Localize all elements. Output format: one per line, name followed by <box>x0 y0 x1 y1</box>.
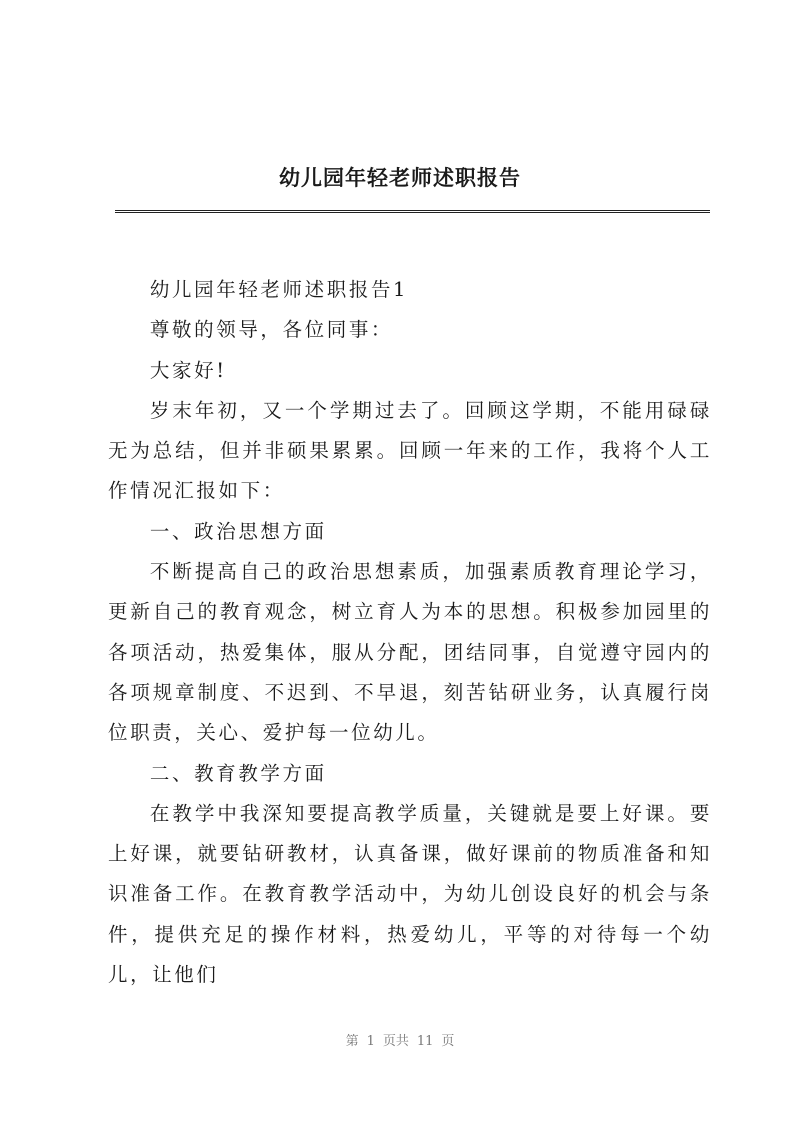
footer-current-page: 1 <box>366 1034 375 1049</box>
paragraph-intro: 岁末年初，又一个学期过去了。回顾这学期，不能用碌碌无为总结，但并非硕果累累。回顾一年来的工作，我将个人工作情况汇报如下： <box>108 398 712 503</box>
page-footer <box>0 1030 800 1049</box>
section-heading-politics: 一、政治思想方面 <box>149 519 327 543</box>
footer-total-pages: 11 <box>416 1034 434 1049</box>
footer-prefix: 第 <box>345 1034 359 1049</box>
document-body <box>108 270 712 995</box>
section-heading-teaching: 二、教育教学方面 <box>149 761 327 785</box>
footer-mid: 页共 <box>382 1034 409 1049</box>
paragraph-teaching: 在教学中我深知要提高教学质量，关键就是要上好课。要上好课，就要钻研教材，认真备课，做好课前的物质准备和知识准备工作。在教育教学活动中，为幼儿创设良好的机会与条件，提供充足的操作材料，热爱幼儿，平等的对待每一个幼儿，让他们 <box>108 801 712 987</box>
paragraph-greeting: 大家好! <box>149 358 227 382</box>
footer-suffix: 页 <box>441 1034 455 1049</box>
paragraph-salutation: 尊敬的领导，各位同事： <box>149 318 394 342</box>
paragraph-heading: 幼儿园年轻老师述职报告1 <box>149 278 409 301</box>
document-title: 幼儿园年轻老师述职报告 <box>279 165 521 190</box>
paragraph-politics: 不断提高自己的政治思想素质，加强素质教育理论学习，更新自己的教育观念，树立育人为本的思想。积极参加园里的各项活动，热爱集体，服从分配，团结同事，自觉遵守园内的各项规章制度、不迟到、不早退，刻苦钻研业务，认真履行岗位职责，关心、爱护每一位幼儿。 <box>108 560 712 745</box>
title-divider <box>115 210 710 213</box>
